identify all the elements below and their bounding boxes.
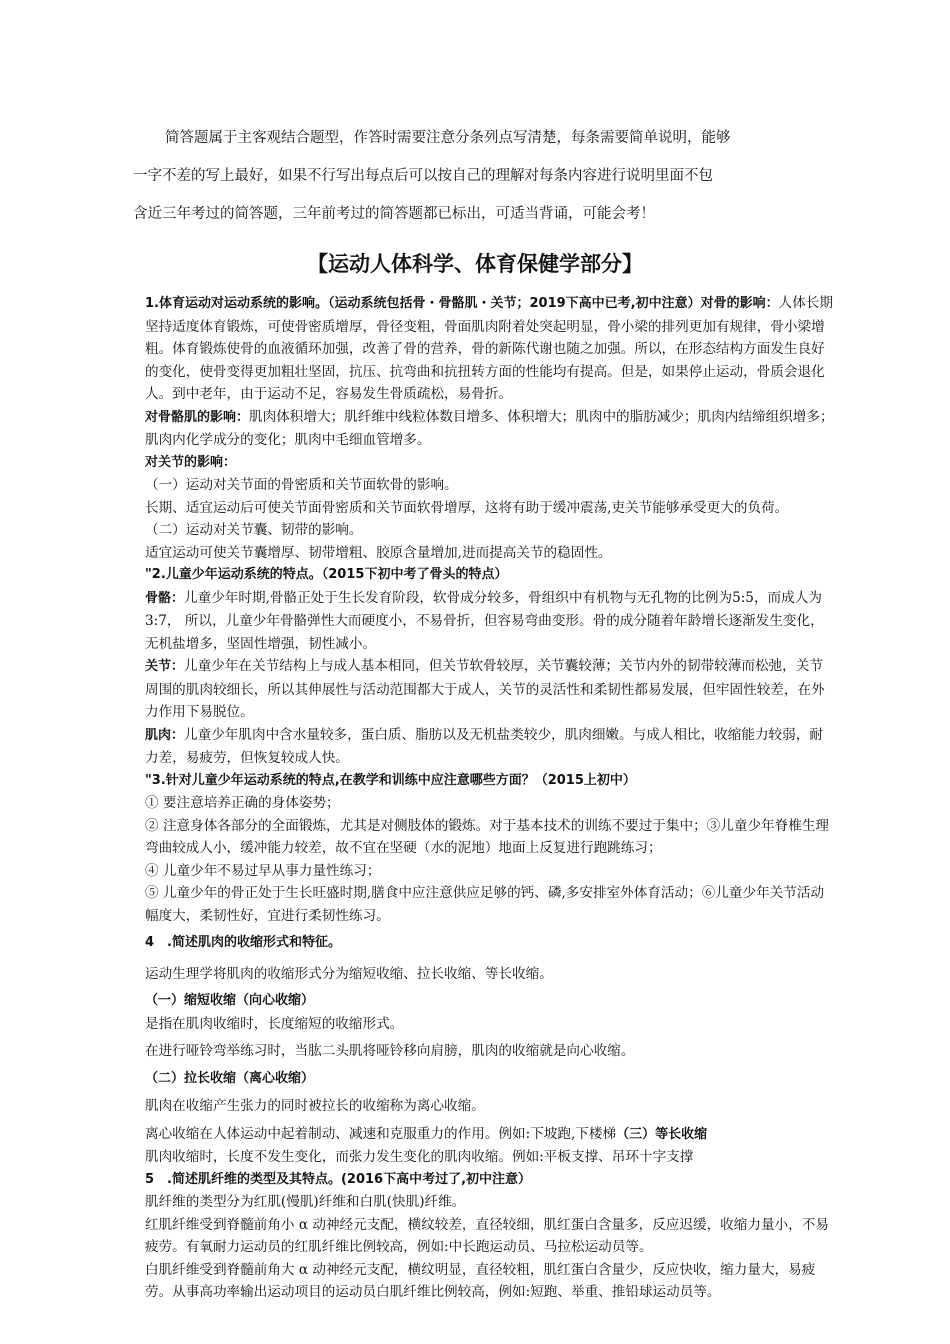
q2-joint-text: 儿童少年在关节结构上与成人基本相同，但关节软骨较厚，关节囊较薄；关节内外的韧带较薄而松弛，关节周围的肌肉较细长，所以其伸展性与活动范围都大于成人，关节的灵活性和柔韧性都易发展，但牢固性较差，在外力作用下易脱位。 bbox=[145, 658, 825, 720]
q1-joint-1-title: （一）运动对关节面的骨密质和关节面软骨的影响。 bbox=[145, 477, 458, 493]
q5-heading: 5 .简述肌纤维的类型及其特点。(2016下高中考过了,初中注意） bbox=[145, 1171, 532, 1187]
intro-line-3: 含近三年考过的简答题，三年前考过的简答题都已标出，可适当背诵，可能会考！ bbox=[133, 206, 655, 222]
q1-muscle-text: 肌肉体积增大；肌纤维中线粒体数目增多、体积增大；肌肉中的脂肪减少；肌肉内结缔组织增多；肌肉内化学成分的变化；肌肉中毛细血管增多。 bbox=[145, 408, 834, 448]
q2-heading: "2.儿童少年运动系统的特点。（2015下初中考了骨头的特点） bbox=[145, 567, 508, 582]
q2-muscle-label: 肌肉： bbox=[145, 727, 185, 743]
q3-item-2: ② 注意身体各部分的全面锻炼，尤其是对侧肢体的锻炼。对于基本技术的训练不要过于集中；③儿童少年脊椎生理弯曲较成人小，缓冲能力较差，故不宜在坚硬（水的泥地）地面上反复进行跑跳练习； bbox=[145, 817, 830, 856]
q1-muscle-label: 对骨骼肌的影响： bbox=[145, 409, 250, 425]
q4-s2-def: 肌肉在收缩产生张力的同时被拉长的收缩称为离心收缩。 bbox=[145, 1098, 485, 1114]
q4-s2-title: （二）拉长收缩（离心收缩） bbox=[145, 1070, 315, 1086]
q4-heading: 4 .简述肌肉的收缩形式和特征。 bbox=[145, 935, 341, 950]
q1-joint-2-text: 适宜运动可使关节囊增厚、韧带增粗、胶原含量增加,进而提高关节的稳固性。 bbox=[145, 544, 612, 561]
q1-muscle-paragraph bbox=[145, 406, 835, 452]
q1-paragraph bbox=[145, 292, 835, 406]
q5-white: 白肌纤维受到脊髓前角大 α 动神经元支配，横纹明显，直径较粗，肌红蛋白含量少，反应快收，缩力量大，易疲劳。从事高功率输出运动项目的运动员白肌纤维比例较高，例如:短跑、举重、推铅球运动员等。 bbox=[145, 1261, 816, 1300]
q3-item-1: ① 要注意培养正确的身体姿势； bbox=[145, 795, 340, 811]
q4-s1-example: 在进行哑铃弯举练习时，当肱二头肌将哑铃移向肩膀，肌肉的收缩就是向心收缩。 bbox=[145, 1043, 635, 1059]
q2-bone-paragraph bbox=[145, 587, 835, 656]
q2-joint-label: 关节： bbox=[145, 659, 185, 674]
q4-s1-def: 是指在肌肉收缩时，长度缩短的收缩形式。 bbox=[145, 1015, 404, 1032]
section-title: 【运动人体科学、体育保健学部分】 bbox=[307, 252, 643, 276]
q1-joint-1-text: 长期、适宜运动后可使关节面骨密质和关节面软骨增厚，这将有助于缓冲震荡,吏关节能够承受更大的负荷。 bbox=[145, 499, 789, 516]
q1-joint-2-title: （二）运动对关节囊、韧带的影响。 bbox=[145, 522, 363, 538]
q1-bone-text: 人体长期坚持适度体育锻炼，可使骨密质增厚，骨径变粗，骨面肌肉附着处突起明显，骨小梁的排列更加有规律，骨小梁增粗。体育锻炼使骨的血液循环加强，改善了骨的营养，骨的新陈代谢也随之加强。所以，在形态结构方面发生良好的变化，使骨变得更加粗壮坚固，抗压、抗弯曲和抗扭转方面的性能均有提高。但是，如果停止运动，骨质会退化人。到中老年，由于运动不足，容易发生骨质疏松，易骨折。 bbox=[145, 295, 833, 402]
intro-line-2: 一字不差的写上最好，如果不行写出每点后可以按自己的理解对每条内容进行说明里面不包 bbox=[133, 168, 713, 184]
q2-bone-label: 骨骼： bbox=[145, 590, 185, 606]
q4-s1-title: （一）缩短收缩（向心收缩） bbox=[145, 993, 315, 1008]
q4-intro: 运动生理学将肌肉的收缩形式分为缩短收缩、拉长收缩、等长收缩。 bbox=[145, 965, 553, 982]
q5-intro: 肌纤维的类型分为红肌(慢肌)纤维和白肌(快肌)纤维。 bbox=[145, 1194, 466, 1210]
document-body bbox=[145, 292, 835, 1304]
q4-s2-example: 离心收缩在人体运动中起着制动、减速和克服重力的作用。例如:下坡跑,下楼梯 bbox=[145, 1125, 617, 1142]
q3-item-5: ⑤ 儿童少年的骨正处于生长旺盛时期,膳食中应注意供应足够的钙、磷,多安排室外体育活动；⑥儿童少年关节活动幅度大，柔韧性好，宜进行柔韧性练习。 bbox=[145, 885, 825, 924]
q4-s3-title: （三）等长收缩 bbox=[616, 1126, 708, 1142]
q1-joint-label: 对关节的影响： bbox=[145, 454, 237, 470]
q4-s2-example-line bbox=[145, 1123, 835, 1147]
q3-item-4: ④ 儿童少年不易过早从事力量性练习； bbox=[145, 862, 381, 879]
q2-joint-paragraph bbox=[145, 655, 835, 724]
q2-muscle-text: 儿童少年肌肉中含水量较多，蛋白质、脂肪以及无机盐类较少，肌肉细嫩。与成人相比，收缩能力较弱，耐力差，易疲劳，但恢复较成人快。 bbox=[145, 726, 823, 766]
q2-bone-text: 儿童少年时期,骨骼正处于生长发育阶段，软骨成分较多，骨组织中有机物与无孔物的比例为5:5，而成人为3:7， 所以，儿童少年骨骼弹性大而硬度小，不易骨折，但容易弯曲变形。骨的成分随着年龄增长逐渐发生变化，无机盐增多，坚固性增强，韧性减小。 bbox=[145, 589, 824, 652]
q1-heading: 1.体育运动对运动系统的影响。（运动系统包括骨・骨骼肌・关节；2019下高中已考,初中注意）对骨的影响： bbox=[145, 296, 779, 311]
q4-s3-text: 肌肉收缩时，长度不发生变化，而张力发生变化的肌肉收缩。例如:平板支撑、吊环十字支撑 bbox=[145, 1149, 694, 1165]
q2-muscle-paragraph bbox=[145, 724, 835, 770]
q5-red: 红肌纤维受到脊髓前角小 α 动神经元支配，横纹较差，直径较细，肌红蛋白含量多，反应迟缓，收缩力量小，不易疲劳。有氧耐力运动员的红肌纤维比例较高，例如:中长跑运动员、马拉松运动员等。 bbox=[145, 1216, 829, 1255]
q3-heading: "3.针对儿童少年运动系统的特点,在教学和训练中应注意哪些方面？（2015上初中） bbox=[145, 772, 636, 788]
intro-line-1: 简答题属于主客观结合题型，作答时需要注意分条列点写清楚，每条需要简单说明，能够 bbox=[165, 130, 731, 146]
